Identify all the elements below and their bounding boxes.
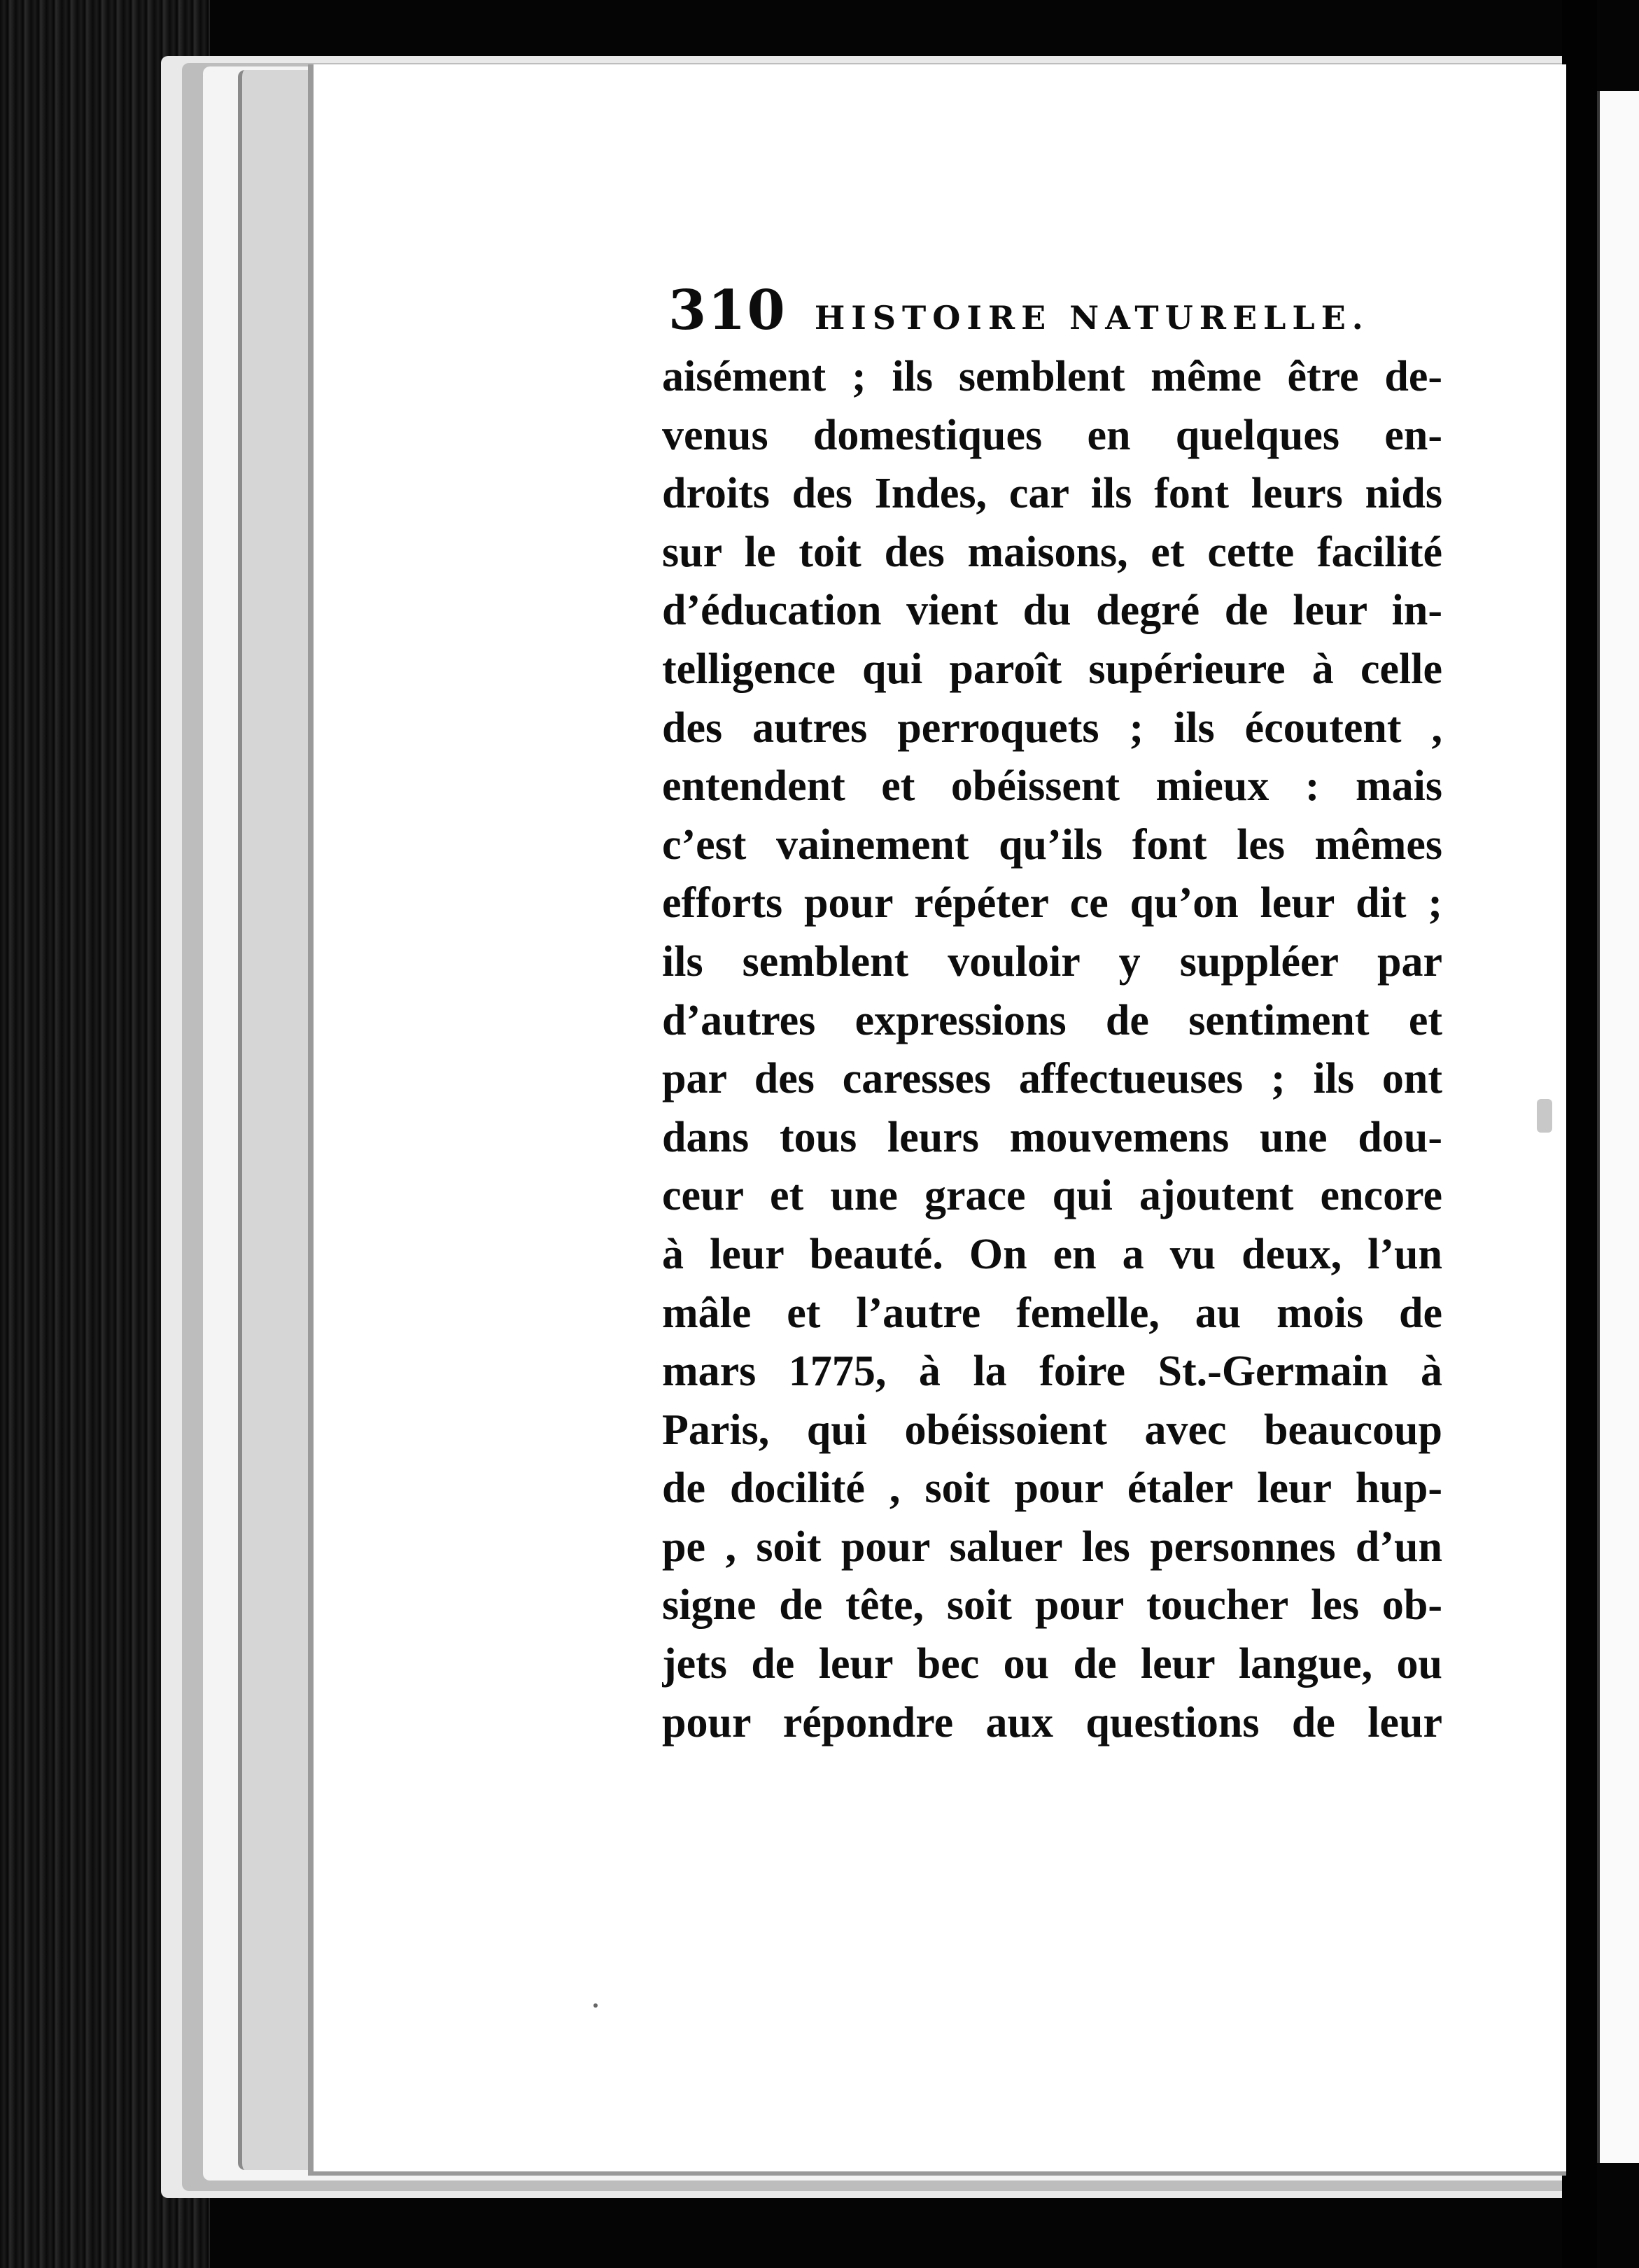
text-line: ceur et une grace qui ajoutent encore <box>662 1172 1442 1220</box>
text-line: mâle et l’autre femelle, au mois de <box>662 1289 1442 1337</box>
text-line: par des caresses affectueuses ; ils ont <box>662 1055 1442 1103</box>
book-gutter <box>1562 0 1597 2268</box>
text-line: de docilité , soit pour étaler leur hup- <box>662 1464 1442 1513</box>
text-line: pour répondre aux questions de leur <box>662 1698 1442 1746</box>
text-line: ils semblent vouloir y suppléer par <box>662 937 1442 986</box>
text-line: des autres perroquets ; ils écoutent , <box>662 704 1442 752</box>
page-number: 310 <box>668 279 787 342</box>
text-line: droits des Indes, car ils font leurs nids <box>662 470 1442 518</box>
text-line: pe , soit pour saluer les personnes d’un <box>662 1522 1442 1571</box>
text-line: d’autres expressions de sentiment et <box>662 996 1442 1044</box>
text-line: aisément ; ils semblent même être de- <box>662 353 1442 400</box>
text-line: jets de leur bec ou de leur langue, ou <box>662 1640 1442 1688</box>
text-line: signe de tête, soit pour toucher les ob- <box>662 1581 1442 1630</box>
text-line: venus domestiques en quelques en- <box>662 411 1442 459</box>
text-line: entendent et obéissent mieux : mais <box>662 762 1442 811</box>
text-line: mars 1775, à la foire St.-Germain à <box>662 1348 1442 1396</box>
scan-smudge <box>1537 1099 1552 1133</box>
page-header <box>668 279 1452 342</box>
text-line: d’éducation vient du degré de leur in- <box>662 587 1442 635</box>
running-head: HISTOIRE NATURELLE. <box>814 299 1370 337</box>
text-line: dans tous leurs mouvemens une dou- <box>662 1113 1442 1161</box>
text-line: Paris, qui obéissoient avec beaucoup <box>662 1406 1442 1454</box>
text-line: sur le toit des maisons, et cette facilité <box>662 528 1442 576</box>
text-line: c’est vainement qu’ils font les mêmes <box>662 820 1442 869</box>
text-line: à leur beauté. On en a vu deux, l’un <box>662 1230 1442 1278</box>
text-line: telligence qui paroît supérieure à celle <box>662 645 1442 693</box>
body-text <box>662 348 1442 1752</box>
facing-page-edge <box>1597 91 1639 2163</box>
text-line: efforts pour répéter ce qu’on leur dit ; <box>662 879 1442 927</box>
scan-speck <box>593 2003 598 2008</box>
